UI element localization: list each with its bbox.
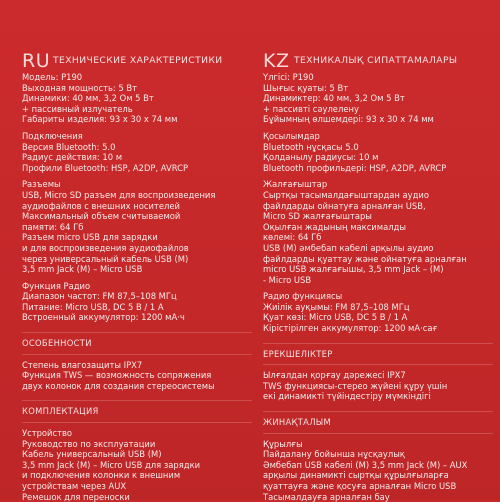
kz-connect-line: Bluetooth нұсқасы 5.0 — [263, 141, 359, 152]
kz-kit-line: Құрылғы — [263, 438, 303, 449]
kz-divider — [263, 343, 493, 344]
ru-divider — [22, 422, 252, 423]
ru-divider — [22, 400, 252, 401]
kz-spec-line: Бұйымның өлшемдері: 93 x 30 x 74 мм — [263, 114, 434, 125]
kz-ports-line: Micro SD жалғағыштары — [263, 211, 372, 222]
ru-features-line: Степень влагозащиты IPX7 — [22, 359, 143, 370]
ru-body — [22, 72, 252, 502]
ru-ports-line: через универсальный кабель USB (M) — [22, 253, 189, 264]
kz-ports-line: Сыртқы тасымалдағыштардан аудио — [263, 189, 429, 200]
ru-divider — [22, 354, 252, 355]
kz-ports-line: Оқылған жадының максималды — [263, 221, 406, 232]
kz-ports-line: файлдарды ойнатуға арналған USB, — [263, 200, 426, 211]
kz-language-label: KZ — [263, 50, 290, 72]
kz-kit-line: Әмбебап USB кабелі (M) 3,5 mm Jack (M) – AUX — [263, 459, 468, 470]
kz-kit-line: Пайдалану бойынша нұсқаулық — [263, 449, 405, 460]
ru-connect-line: Профили Bluetooth: HSP, A2DP, AVRCP — [22, 162, 189, 173]
kz-connect-title: Қосылымдар — [263, 130, 320, 141]
kz-features-line: Ылғалдан қорғау дәрежесі IPX7 — [263, 370, 406, 381]
kz-ports-line: micro USB жалғағышы, 3,5 mm Jack – (M) — [263, 264, 444, 275]
ru-ports-line: Разъем micro USB для зарядки — [22, 232, 158, 243]
kz-features-line: екі динамикті түйіндестіру мүмкіндігі — [263, 391, 431, 402]
kz-spec-line: + пассивті сәулелену — [263, 103, 359, 114]
kz-radio-line: Кірістірілген аккумулятор: 1200 мА·сағ — [263, 323, 438, 334]
ru-spec-line: + пассивный излучатель — [22, 103, 133, 114]
ru-features-line: Функция TWS — возможность сопряжения — [22, 370, 212, 381]
kz-divider — [263, 433, 493, 434]
ru-connect-title: Подключения — [22, 130, 83, 141]
ru-spec-line: Выходная мощность: 5 Вт — [22, 82, 137, 93]
kz-kit-line: арқылы динамикті сыртқы құрылғыларға — [263, 470, 449, 481]
ru-radio-line: Встроенный аккумулятор: 1200 мА·ч — [22, 312, 185, 323]
kz-radio-line: Жиілік ауқымы: FM 87,5–108 МГц — [263, 301, 410, 312]
ru-ports-line: аудиофайлов с внешних носителей — [22, 200, 180, 211]
kz-features-title: ЕРЕКШЕЛІКТЕР — [263, 348, 333, 359]
ru-radio-line: Питание: Micro USB, DC 5 В / 1 А — [22, 301, 164, 312]
ru-spec-line: Габариты изделия: 93 x 30 x 74 мм — [22, 114, 178, 125]
ru-divider — [22, 332, 252, 333]
ru-kit-line: Ремешок для переноски — [22, 491, 130, 502]
kz-kit-title: ЖИНАҚТАЛЫМ — [263, 417, 332, 428]
kz-connect-line: Bluetooth профильдері: HSP, A2DP, AVRCP — [263, 162, 447, 173]
ru-connect-line: Версия Bluetooth: 5.0 — [22, 141, 116, 152]
ru-kit-line: устройствам через AUX — [22, 481, 127, 491]
kz-radio-title: Радио функциясы — [263, 291, 343, 302]
kz-ports-line: - Micro USB — [263, 274, 312, 285]
kz-divider — [263, 411, 493, 412]
ru-kit-title: КОМПЛЕКТАЦИЯ — [22, 406, 99, 417]
ru-kit-line: Устройство — [22, 428, 73, 439]
ru-kit-line: 3,5 mm Jack (M) – Micro USB для зарядки — [22, 459, 201, 470]
kz-body — [263, 72, 493, 502]
kz-spec-line: Үлгісі: P190 — [263, 72, 314, 82]
kz-heading: ТЕХНИКАЛЫҚ СИПАТТАМАЛАРЫ — [294, 55, 458, 66]
kz-ports-line: көлемі: 64 Гб — [263, 232, 322, 243]
ru-kit-line: Кабель универсальный USB (M) — [22, 449, 162, 460]
ru-ports-line: и для воспроизведения аудиофайлов — [22, 242, 189, 253]
ru-ports-line: памяти: 64 Гб — [22, 221, 84, 232]
ru-spec-line: Динамики: 40 мм, 3,2 Ом 5 Вт — [22, 93, 154, 104]
ru-kit-line: Руководство по эксплуатации — [22, 438, 156, 449]
ru-heading: ТЕХНИЧЕСКИЕ ХАРАКТЕРИСТИКИ — [53, 55, 223, 66]
kz-divider — [263, 364, 493, 365]
kz-kit-line: Тасымалдауға арналған бау — [263, 491, 390, 502]
kz-ports-title: Жалғағыштар — [263, 179, 328, 190]
kz-features-line: TWS функциясы-стерео жүйені құру үшін — [263, 380, 448, 391]
ru-kit-line: и подключения колонки к внешним — [22, 470, 181, 481]
kz-spec-line: Шығыс қуаты: 5 Вт — [263, 82, 349, 93]
kz-spec-line: Динамиктер: 40 мм, 3,2 Ом 5 Вт — [263, 93, 405, 104]
kz-connect-line: Қолданылу радиусы: 10 м — [263, 152, 379, 163]
ru-ports-line: 3,5 mm Jack (M) – Micro USB — [22, 264, 143, 275]
ru-ports-line: Максимальный объем считываемой — [22, 211, 181, 222]
ru-radio-line: Диапазон частот: FM 87,5–108 МГц — [22, 291, 177, 302]
ru-radio-title: Функция Радио — [22, 280, 91, 291]
ru-language-label: RU — [22, 50, 51, 72]
ru-features-line: двух колонок для создания стереосистемы — [22, 380, 215, 391]
ru-ports-line: USB, Micro SD разъем для воспроизведения — [22, 189, 216, 200]
ru-features-title: ОСОБЕННОСТИ — [22, 338, 92, 349]
kz-radio-line: Қуат көзі: Micro USB, DC 5 В / 1 А — [263, 312, 408, 323]
ru-ports-title: Разъемы — [22, 179, 61, 190]
kz-kit-line: қуаттауға және қосуға арналған Micro USB — [263, 481, 457, 491]
ru-connect-line: Радиус действия: 10 м — [22, 152, 123, 163]
ru-spec-line: Модель: P190 — [22, 72, 83, 82]
kz-ports-line: USB (M) әмбебап кабелі арқылы аудио — [263, 242, 434, 253]
kz-ports-line: файлдарды қуаттау және ойнатуға арналған — [263, 253, 467, 264]
